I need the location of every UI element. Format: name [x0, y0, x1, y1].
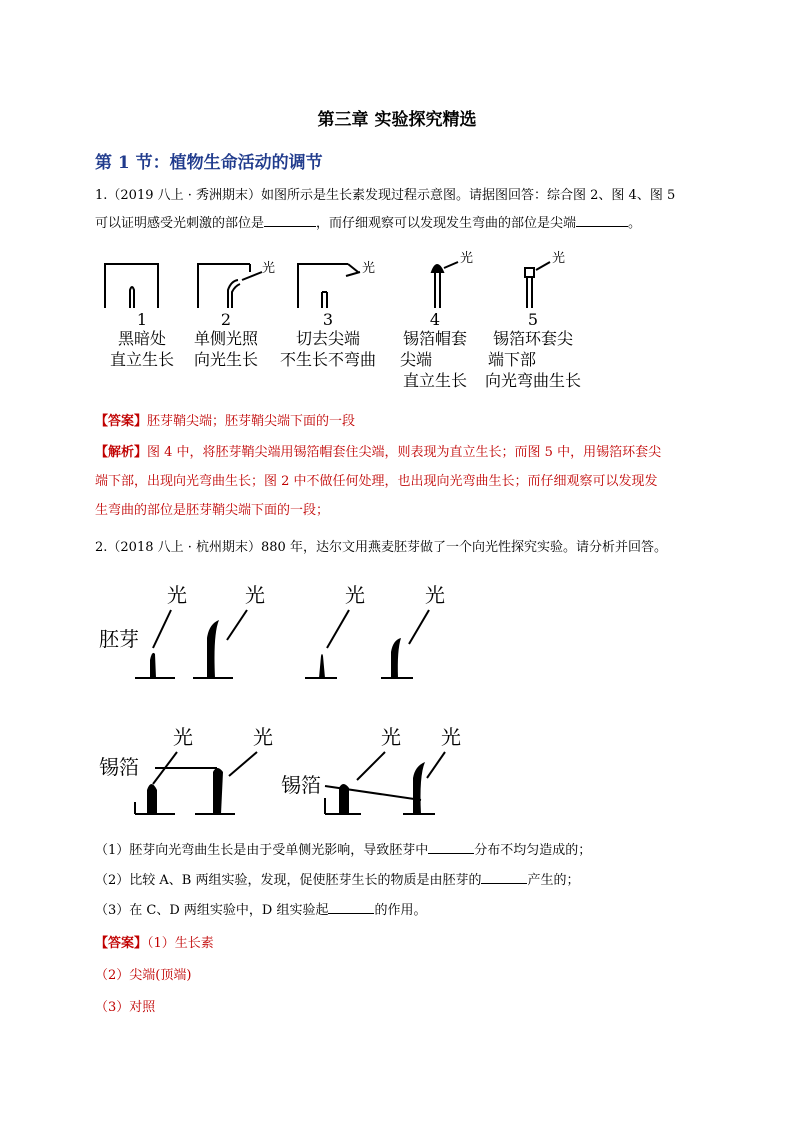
fig4-arrow [444, 262, 458, 268]
q2-sub1-text-b: 分布不均匀造成的； [474, 843, 592, 858]
fig3-caption [272, 312, 384, 370]
q2-sub3 [95, 896, 705, 926]
q2-sub1 [95, 836, 705, 866]
q2-answer-label: 【答案】 [95, 936, 148, 951]
fig5-number: 5 [527, 310, 539, 329]
q2-sub2-text-b: 产生的； [527, 873, 580, 888]
fig5-light-label: 光 [552, 251, 566, 266]
fig2-caption-line1: 单侧光照 [193, 329, 258, 348]
q2-figF-arrow [229, 752, 257, 776]
fig1-number: 1 [136, 310, 148, 329]
section-heading: 第 1 节：植物生命活动的调节 [95, 153, 323, 173]
q2-figD-seedling [391, 638, 401, 678]
q1-line2-text-c: 。 [628, 216, 642, 231]
q2-sub3-text-b: 的作用。 [374, 903, 427, 918]
q2-figH-arrow [427, 752, 445, 778]
q2-figB-light: 光 [245, 583, 265, 607]
q2-embryo-label: 胚芽 [99, 627, 139, 651]
q2-figG-seedling [339, 784, 349, 814]
q1-answer [95, 408, 705, 436]
q1-stem [95, 182, 705, 238]
q2-figA-light: 光 [167, 583, 187, 607]
q1-blank-1[interactable] [264, 214, 316, 227]
fig5-caption [478, 312, 588, 391]
q2-figA-seedling [150, 653, 156, 678]
q2-sub1-text-a: （1）胚芽向光弯曲生长是由于受单侧光影响，导致胚芽中 [95, 843, 429, 858]
q2-figure-bottom [95, 718, 475, 828]
q2-figure-top [95, 578, 465, 688]
fig4-caption-line2: 尖端 [400, 350, 433, 369]
q1-line1: 1.（2019 八上 · 秀洲期末）如图所示是生长素发现过程示意图。请据图回答：综合图 2、图 4、图 5 [95, 188, 676, 203]
q2-foil-label-2: 锡箔 [281, 773, 321, 797]
q1-line2 [95, 210, 705, 238]
fig5-foil-ring [525, 268, 534, 277]
fig2-box [198, 264, 250, 308]
q2-answer-3: （3）对照 [95, 1000, 156, 1015]
fig1-caption-line2: 直立生长 [109, 350, 174, 369]
fig4-caption [394, 312, 476, 391]
q2-subquestions [95, 836, 705, 926]
q2-sub2-text-a: （2）比较 A、B 两组实验，发现，促使胚芽生长的物质是由胚芽的 [95, 873, 482, 888]
fig1-caption-line1: 黑暗处 [117, 329, 166, 348]
fig4-caption-line1: 锡箔帽套 [402, 329, 467, 348]
q2-figG-light: 光 [381, 725, 401, 749]
fig3-caption-line1: 切去尖端 [295, 329, 360, 348]
q1-analysis-line1: 图 4 中，将胚芽鞘尖端用锡箔帽套住尖端，则表现为直立生长；而图 5 中，用锡箔环套尖 [147, 445, 662, 460]
q2-blank-2[interactable] [481, 871, 527, 884]
q1-analysis-line3: 生弯曲的部位是胚芽鞘尖端下面的一段； [95, 503, 330, 518]
fig2-arrow [242, 272, 262, 280]
fig3-light-label: 光 [362, 261, 376, 276]
fig2-light-label: 光 [262, 261, 276, 276]
q2-figD-arrow [409, 610, 429, 644]
fig5-arrow [536, 262, 550, 270]
q2-answer-1: （1）生长素 [147, 936, 214, 951]
fig5-caption-line1: 锡箔环套尖 [492, 329, 573, 348]
fig5-caption-line2: 端下部 [488, 350, 537, 369]
q2-figH-light: 光 [441, 725, 461, 749]
q2-figE-seedling [147, 784, 157, 814]
fig3-arrow [346, 272, 360, 276]
q1-line2-text-b: ，而仔细观察可以发现发生弯曲的部位是尖端 [316, 216, 577, 231]
q1-answer-text: 胚芽鞘尖端；胚芽鞘尖端下面的一段 [147, 414, 356, 429]
q2-figA-arrow [153, 610, 171, 648]
q2-answers [95, 928, 705, 1024]
q2-sub2 [95, 866, 705, 896]
fig1-box [105, 264, 158, 308]
q1-line2-text-a: 可以证明感受光刺激的部位是 [95, 216, 265, 231]
q2-figG-arrow [357, 752, 385, 780]
q2-figB-arrow [227, 610, 247, 640]
q2-blank-3[interactable] [328, 901, 374, 914]
q2-figD-light: 光 [425, 583, 445, 607]
fig1-seedling [130, 287, 134, 308]
page-title: 第三章 实验探究精选 [317, 110, 477, 130]
q2-sub3-text-a: （3）在 C、D 两组实验中，D 组实验起 [95, 903, 329, 918]
fig4-number: 4 [429, 310, 441, 329]
q1-blank-2[interactable] [576, 214, 628, 227]
fig4-light-label: 光 [460, 251, 474, 266]
q2-figF-light: 光 [253, 725, 273, 749]
fig3-number: 3 [322, 310, 334, 329]
fig2-caption-line2: 向光生长 [193, 350, 258, 369]
q2-figB-seedling [207, 620, 219, 678]
q2-figE-light: 光 [173, 725, 193, 749]
fig5-caption-line3: 向光弯曲生长 [484, 371, 581, 390]
fig4-foil-cap [432, 265, 443, 272]
q1-analysis-line2: 端下部，出现向光弯曲生长；图 2 中不做任何处理，也出现向光弯曲生长；而仔细观察可以发现发 [95, 474, 658, 489]
q2-figC-seedling [319, 654, 325, 678]
fig1-caption [102, 312, 182, 370]
q2-figH-seedling [413, 762, 425, 814]
q2-figF-seedling [213, 768, 223, 814]
fig4-caption-line3: 直立生长 [402, 371, 467, 390]
q2-intro: 2.（2018 八上 · 杭州期末）880 年，达尔文用燕麦胚芽做了一个向光性探究实验。请分析并回答。 [95, 540, 667, 555]
fig2-caption [186, 312, 266, 370]
fig3-caption-line2: 不生长不弯曲 [279, 350, 376, 369]
q2-blank-1[interactable] [428, 841, 474, 854]
q2-figC-arrow [327, 610, 349, 648]
q1-answer-label: 【答案】 [95, 414, 148, 429]
q1-analysis-label: 【解析】 [95, 445, 148, 460]
q1-analysis [95, 438, 705, 525]
q2-answer-2: （2）尖端(顶端) [95, 968, 192, 983]
fig2-number: 2 [220, 310, 232, 329]
q2-foil-label-1: 锡箔 [99, 755, 139, 779]
q2-figC-light: 光 [345, 583, 365, 607]
